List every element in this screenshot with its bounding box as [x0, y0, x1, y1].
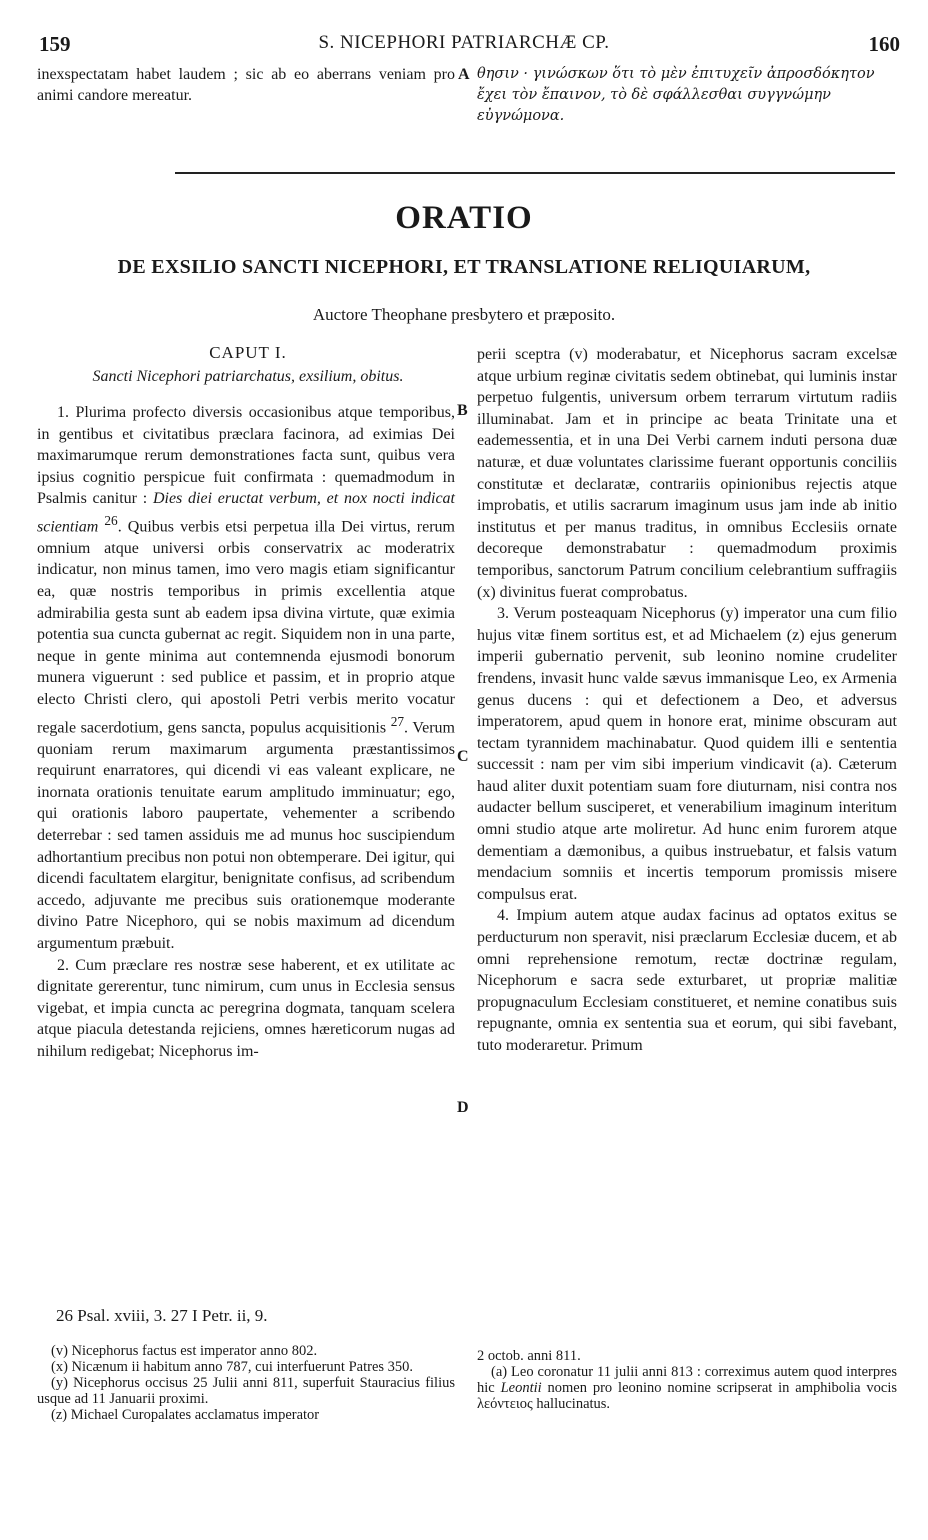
page-number-right: 160 [868, 32, 900, 56]
footnote-v: (v) Nicephorus factus est imperator anno 802. [51, 1343, 318, 1359]
footnotes-left [37, 1343, 455, 1423]
left-column [37, 402, 455, 1062]
footnote-x: (x) Nicænum ii habitum anno 787, cui interfuerunt Patres 350. [51, 1359, 414, 1375]
margin-marker-d: D [457, 1099, 469, 1116]
chapter-summary: Sancti Nicephori patriarchatus, exsilium, obitus. [92, 368, 404, 385]
footnote-ref-26: 26 [104, 512, 118, 528]
chapter-heading: CAPUT I. [209, 343, 287, 362]
paragraph-2-continued: perii sceptra (v) moderabatur, et Nicephorus sacram excelsæ atque urbium reginæ civitatis sedem obtinebat, qui luminis instar perpetuo fulgentis, universum orbem terrarum virtutum radiis illuminabat. Jam et in principe ac beata Trinitate una et eademessentia, et in una Dei Verbi carnem induti persona duæ naturæ, et duæ voluntates clarissime fuerant opportunis conciliis constitutæ et declaratæ, contrariis opinionibus rejectis atque improbatis, et utilis sacrarum imaginum usus jam inde ab initio institutus et per manus traditus, in omnibus Ecclesiis ornate decoreque demonstrabatur : quemadmodum proximis temporibus, sanctorum Patrum concilium celebrantium suffragiis (x) divinitus fuerat comprobatus. [477, 346, 897, 601]
paragraph-2: 2. Cum præclare res nostræ sese haberent, et ex utilitate ac dignitate gererentur, tunc nimirum, cum unus in Ecclesia sensus vigebat, et impia cuncta ac peregrina dogmata, tanquam scelera atque piacula detestanda rejiciens, omnes hæreticorum nugas ad nihilum redigebat; Nicephorus im- [37, 956, 455, 1060]
psalm-quote: Dies diei eructat verbum, et nox nocti indicat scientiam [37, 490, 456, 536]
previous-text-greek: θησιν · γινώσκων ὅτι τὸ μὲν ἐπιτυχεῖν ἀπροσδόκητον ἔχει τὸν ἔπαινον, τὸ δὲ σφάλλεσθαι συγγνώμην εὐγνώμονα. [477, 66, 875, 124]
margin-marker-b: B [457, 402, 468, 419]
margin-marker-c: C [457, 748, 469, 765]
footnotes-right [477, 1348, 897, 1412]
margin-marker-a: A [458, 66, 470, 83]
footnote-a-name: Leontii [500, 1380, 542, 1396]
page-number-left: 159 [39, 32, 71, 56]
oration-subtitle: DE EXSILIO SANCTI NICEPHORI, ET TRANSLATIONE RELIQUIARUM, [117, 256, 811, 278]
paragraph-4: 4. Impium autem atque audax facinus ad optatos exitus se perducturum non speravit, nisi præclarum Ecclesiæ ducem, et ab omni reprehensione remotum, rectæ doctrinæ regulam, Nicephorum e sacra sede exturbaret, ut propriæ malitiæ propugnaculum Ecclesiam constitueret, et nemine conatibus suis repugnante, omnia ex sententia sua et eorum, qui sibi favebant, tuto moderaretur. Primum [477, 907, 897, 1054]
section-divider [175, 172, 895, 174]
author-line: Auctore Theophane presbytero et præposito. [312, 305, 616, 324]
footnote-y: (y) Nicephorus occisus 25 Julii anni 811, superfuit Stauracius filius usque ad 11 Januarii proximi. [37, 1375, 455, 1407]
paragraph-1: 1. Plurima profecto diversis occasionibus atque temporibus, in gentibus et civitatibus præclara facinora, ad eximias Dei maximarumque rerum demonstrationes facta sunt, quibus vera ipsius cognitio perspicue fuit confirmata : quemadmodum in Psalmis canitur : Dies diei eructat verbum, et nox nocti indicat scientiam $^{26}$. Quibus verbis etsi perpetua illa Dei virtus, rerum omnium atque universi orbis conservatrix ac moderatrix indicatur, non minus tamen, imo vero magis etiam significantur ea, quæ nostris temporibus in primis excellentia atque admirabilia gesta sunt ab eadem ipsa divina virtute, quæ eximia potentia sua cuncta gubernat ac regit. Siquidem non in una parte, neque in gente minima aut contemnenda ejusmodi bonorum munera viguerunt : sed publice et passim, et in proprio atque electo Christi clero, qui apostoli Petri verbis merito vocatur regale sacerdotium, gens sancta, populus acquisitionis $^{27}$. Verum quoniam rerum maximarum argumenta præstantissimos requirunt enarratores, qui dicendi vi eas valeant explicare, ne inornata orationis tenuitate earum amplitudo imminuatur; ego, qui orationis laboro paupertate, vehementer a scribendo deterrebar : sed tamen assiduis me ad munus hoc suscipiendum adhortantium precibus non potui non obtemperare. Dei igitur, qui dicendi facultatem elargitur, benignitate confisus, ad scribendum accedo, adjuvante me precibus suis orationemque moderante divino Patre Nicephoro, qui se nobis maximum ad dicendum argumentum præbuit. [37, 404, 456, 952]
footnote-z: (z) Michael Curopalates acclamatus imperator [51, 1407, 320, 1423]
oration-title: ORATIO [395, 200, 533, 236]
footnote-a: (a) Leo coronatur 11 julii anni 813 : correximus autem quod interpres hic Leontii nomen pro leonino nomine scripserat in amphibolia vocis λεόντειος hallucinatus. [477, 1364, 897, 1412]
footnote-ref-27: 27 [390, 713, 405, 729]
previous-text-latin: inexspectatam habet laudem ; sic ab eo aberrans veniam pro animi candore mereatur. [37, 66, 455, 104]
running-title: S. NICEPHORI PATRIARCHÆ CP. [318, 32, 610, 53]
right-column [477, 344, 897, 1057]
scripture-references: 26 Psal. xviii, 3. 27 I Petr. ii, 9. [56, 1306, 268, 1325]
footnote-z-continued: 2 octob. anni 811. [477, 1348, 581, 1364]
paragraph-3: 3. Verum posteaquam Nicephorus (y) imperator una cum filio hujus vitæ finem sortitus est, et ad Michaelem (z) ejus generum imperii gubernatio pervenit, sub leonino nomine crudeliter frendens, invasit hunc valde sævus immanisque Leo, ex Armenia genus ducens : qui et defectionem a Deo, et adversus imperatorem, apud quem in honore erat, minime obscuram aut tectam tyrannidem machinabatur. Quod quidem illi e sententia successit : nam per vim sibi imperium vindicavit (a). Cæterum haud aliter duxit potentiam suam fore diuturnam, nisi contra nos audacter bellum susciperet, et venerabilium imaginum interitum omni studio atque arte moliretur. Ad hunc enim furorem atque dementiam a dæmonibus, a quibus instruebatur, et falsis vatum mendacium somniis et incertis temporum promissis misere compulsus erat. [477, 605, 897, 903]
